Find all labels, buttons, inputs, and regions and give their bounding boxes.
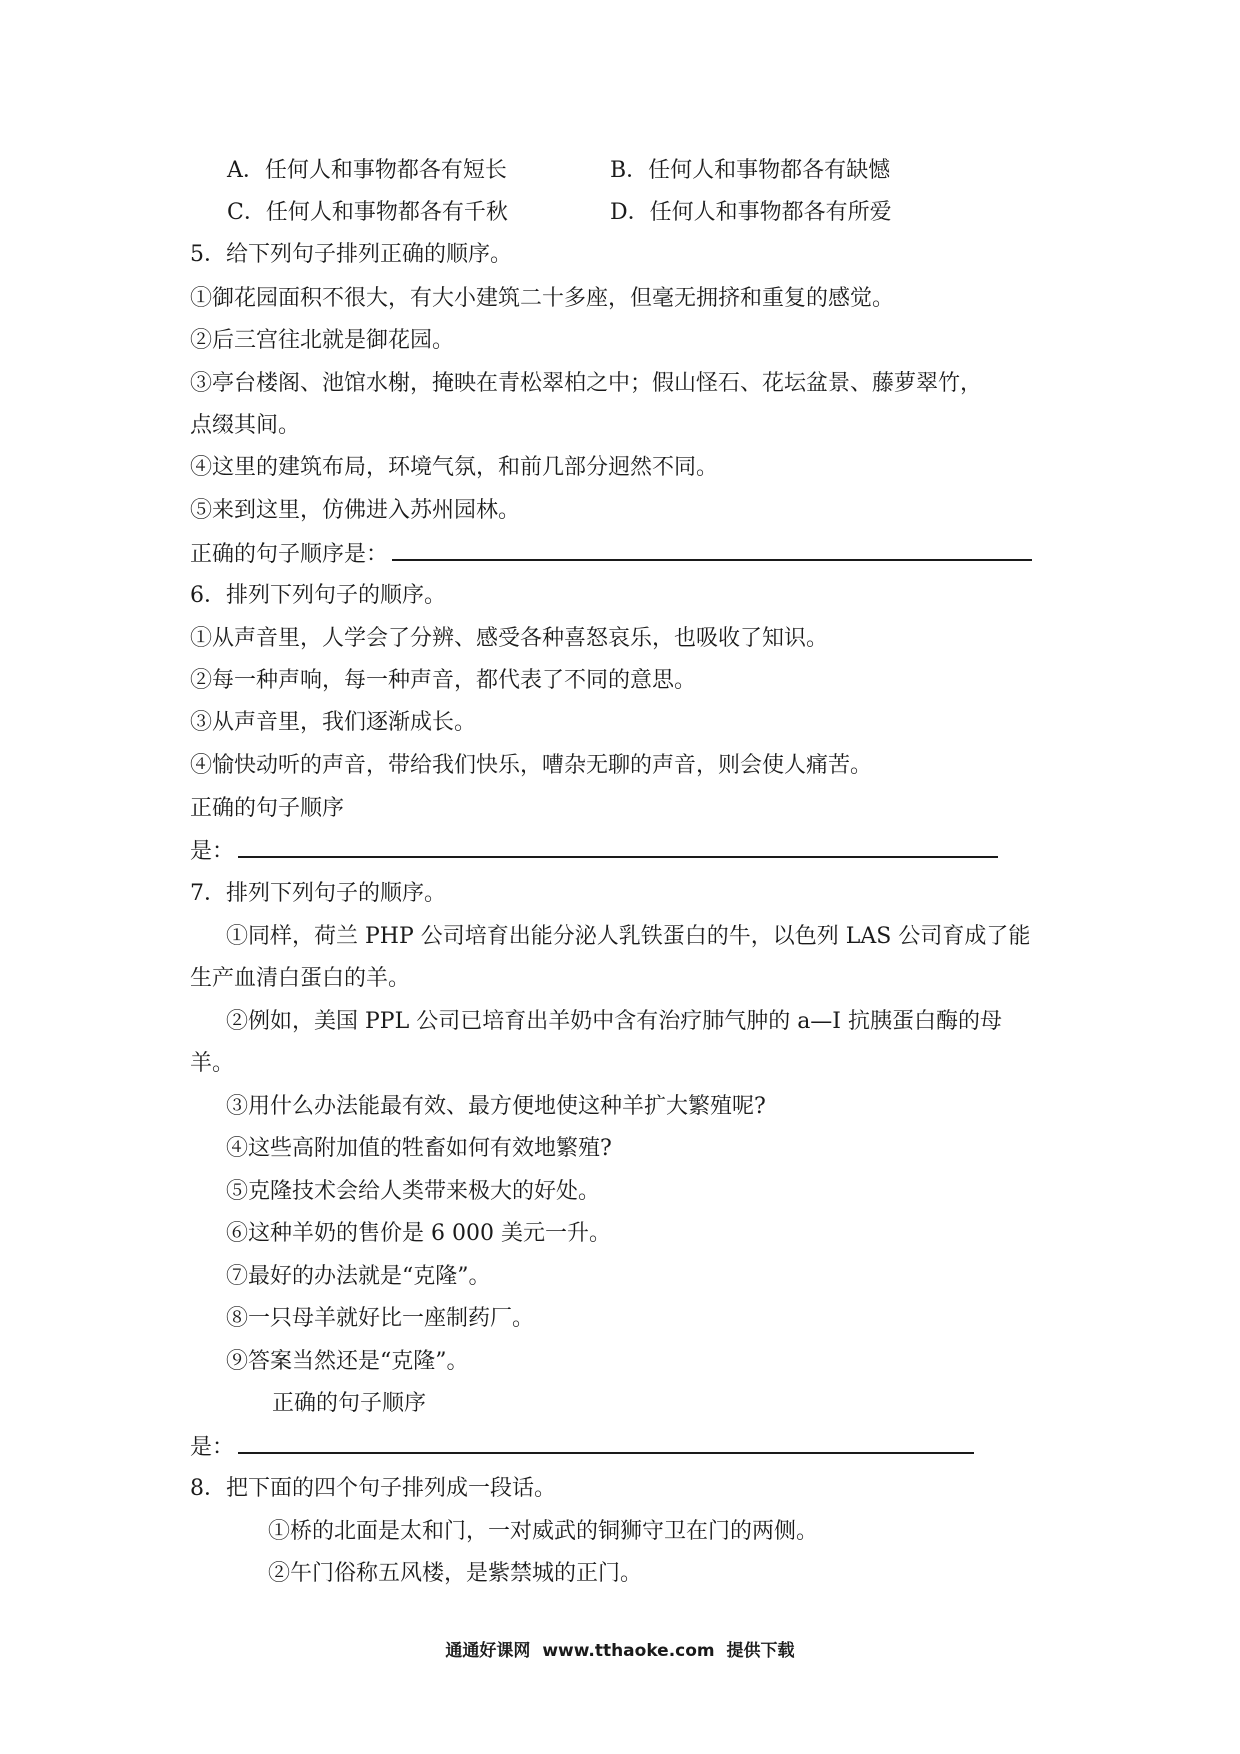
q6-answer-label: 正确的句子顺序: [190, 796, 345, 821]
q5-sentence-2: ②后三宫往北就是御花园。: [190, 328, 455, 353]
q5-title: 5．给下列句子排列正确的顺序。: [190, 242, 512, 267]
q5-answer-row: [190, 539, 1032, 570]
q6-answer-blank[interactable]: [238, 836, 998, 858]
q6-sentence-2: ②每一种声响，每一种声音，都代表了不同的意思。: [190, 668, 697, 693]
q7-answer-label-cont: 是：: [190, 1435, 235, 1460]
q7-sentence-2-cont: 羊。: [190, 1051, 235, 1076]
q7-sentence-7: ⑦最好的办法就是“克隆”。: [226, 1264, 491, 1289]
q5-answer-blank[interactable]: [392, 539, 1032, 561]
q5-sentence-4: ④这里的建筑布局，环境气氛，和前几部分迥然不同。: [190, 455, 719, 480]
q8-sentence-2: ②午门俗称五风楼，是紫禁城的正门。: [268, 1561, 643, 1586]
q6-sentence-4: ④愉快动听的声音，带给我们快乐，嘈杂无聊的声音，则会使人痛苦。: [190, 753, 873, 778]
q5-sentence-1: ①御花园面积不很大，有大小建筑二十多座，但毫无拥挤和重复的感觉。: [190, 286, 895, 311]
q7-answer-label: 正确的句子顺序: [272, 1391, 427, 1416]
q7-answer-blank[interactable]: [238, 1432, 974, 1454]
q4-option-d: D．任何人和事物都各有所爱: [610, 200, 892, 225]
q7-sentence-4: ④这些高附加值的牲畜如何有效地繁殖?: [226, 1136, 612, 1161]
q7-sentence-2: ②例如，美国 PPL 公司已培育出羊奶中含有治疗肺气肿的 a—I 抗胰蛋白酶的母: [226, 1009, 1002, 1034]
q7-sentence-5: ⑤克隆技术会给人类带来极大的好处。: [226, 1179, 601, 1204]
q7-sentence-8: ⑧一只母羊就好比一座制药厂。: [226, 1306, 535, 1331]
page-footer: 通通好课网 www.tthaoke.com 提供下载: [445, 1641, 795, 1661]
q7-sentence-3: ③用什么办法能最有效、最方便地使这种羊扩大繁殖呢?: [226, 1094, 766, 1119]
q7-sentence-1: ①同样，荷兰 PHP 公司培育出能分泌人乳铁蛋白的牛，以色列 LAS 公司育成了能: [226, 924, 1031, 949]
q6-title: 6．排列下列句子的顺序。: [190, 583, 446, 608]
q5-sentence-3: ③亭台楼阁、池馆水榭，掩映在青松翠柏之中；假山怪石、花坛盆景、藤萝翠竹，: [190, 371, 983, 396]
q8-title: 8．把下面的四个句子排列成一段话。: [190, 1476, 556, 1501]
q7-title: 7．排列下列句子的顺序。: [190, 881, 446, 906]
q5-sentence-5: ⑤来到这里，仿佛进入苏州园林。: [190, 498, 521, 523]
q7-sentence-6: ⑥这种羊奶的售价是 6 000 美元一升。: [226, 1221, 611, 1246]
q6-answer-label-cont: 是：: [190, 839, 235, 864]
q6-sentence-3: ③从声音里，我们逐渐成长。: [190, 710, 477, 735]
q7-answer-row: [190, 1432, 974, 1463]
q5-sentence-3-cont: 点缀其间。: [190, 413, 301, 438]
q4-option-b: B．任何人和事物都各有缺憾: [610, 158, 891, 183]
q4-option-a: A．任何人和事物都各有短长: [227, 158, 507, 183]
q8-sentence-1: ①桥的北面是太和门，一对威武的铜狮守卫在门的两侧。: [268, 1519, 819, 1544]
q7-sentence-9: ⑨答案当然还是“克隆”。: [226, 1349, 469, 1374]
q6-sentence-1: ①从声音里，人学会了分辨、感受各种喜怒哀乐，也吸收了知识。: [190, 626, 829, 651]
q4-option-c: C．任何人和事物都各有千秋: [227, 200, 508, 225]
q5-answer-label: 正确的句子顺序是：: [190, 542, 389, 567]
q7-sentence-1-cont: 生产血清白蛋白的羊。: [190, 966, 411, 991]
q6-answer-row: [190, 836, 998, 867]
